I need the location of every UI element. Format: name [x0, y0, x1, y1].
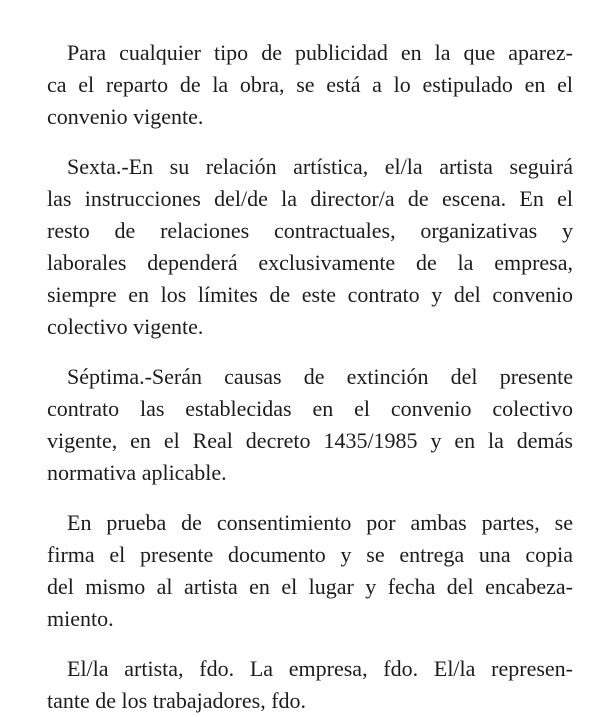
- text-line: El/la artista, fdo. La empresa, fdo. El/la represen-: [67, 656, 573, 681]
- text-line: colectivo vigente.: [47, 314, 204, 339]
- text-line: resto de relaciones contractuales, organizativas y: [47, 218, 573, 243]
- text-line: ca el reparto de la obra, se está a lo estipulado en el: [47, 72, 573, 97]
- text-line: En prueba de consentimiento por ambas partes, se: [67, 510, 573, 535]
- text-line: firma el presente documento y se entrega una copia: [47, 542, 573, 567]
- document-body: [27, 37, 573, 717]
- text-line: siempre en los límites de este contrato y del convenio: [47, 282, 573, 307]
- paragraph-clause-septima: [27, 361, 573, 489]
- paragraph-signatures-clause: [27, 653, 573, 717]
- text-line: vigente, en el Real decreto 1435/1985 y en la demás: [47, 428, 573, 453]
- text-line: normativa aplicable.: [47, 460, 227, 485]
- text-line: tante de los trabajadores, fdo.: [47, 688, 307, 713]
- paragraph-consent-clause: [27, 507, 573, 635]
- text-line: miento.: [47, 606, 114, 631]
- text-line: contrato las establecidas en el convenio colectivo: [47, 396, 573, 421]
- text-line: Sexta.-En su relación artística, el/la artista seguirá: [67, 154, 573, 179]
- paragraph-clause-sexta: [27, 151, 573, 343]
- text-line: Séptima.-Serán causas de extinción del presente: [67, 364, 573, 389]
- paragraph-publicity-clause: [27, 37, 573, 133]
- text-line: las instrucciones del/de la director/a de escena. En el: [47, 186, 573, 211]
- text-line: Para cualquier tipo de publicidad en la que aparez-: [67, 40, 573, 65]
- text-line: laborales dependerá exclusivamente de la empresa,: [47, 250, 573, 275]
- text-line: del mismo al artista en el lugar y fecha del encabeza-: [47, 574, 573, 599]
- text-line: convenio vigente.: [47, 104, 204, 129]
